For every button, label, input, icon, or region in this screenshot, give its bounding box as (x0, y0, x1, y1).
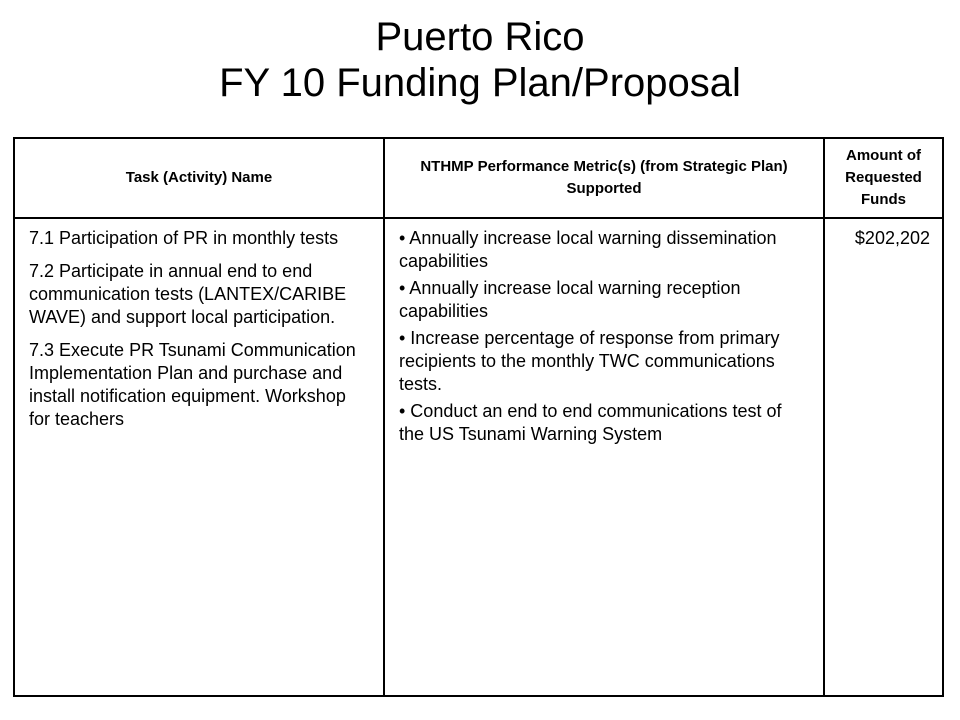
header-amount: Amount of Requested Funds (824, 138, 943, 218)
task-item: 7.3 Execute PR Tsunami Communication Implementation Plan and purchase and install notification equipment. Workshop for teachers (29, 340, 356, 429)
metric-item: • Conduct an end to end communications test of the US Tsunami Warning System (399, 401, 782, 444)
header-row (14, 138, 943, 218)
metric-item: • Increase percentage of response from primary recipients to the monthly TWC communications tests. (399, 328, 780, 394)
title-line-2: FY 10 Funding Plan/Proposal (219, 61, 741, 105)
title-line-1: Puerto Rico (375, 15, 585, 59)
funding-table (13, 137, 944, 697)
metric-cell (384, 218, 824, 696)
header-task: Task (Activity) Name (14, 138, 384, 218)
task-item: 7.1 Participation of PR in monthly tests (29, 228, 339, 248)
header-metric: NTHMP Performance Metric(s) (from Strategic Plan) Supported (384, 138, 824, 218)
page-title (0, 14, 960, 106)
metric-item: • Annually increase local warning reception capabilities (399, 278, 741, 321)
task-cell (14, 218, 384, 696)
amount-cell: $202,202 (824, 218, 943, 696)
metric-item: • Annually increase local warning dissemination capabilities (399, 228, 777, 271)
table-row (14, 218, 943, 696)
task-item: 7.2 Participate in annual end to end communication tests (LANTEX/CARIBE WAVE) and support local participation. (29, 261, 347, 327)
